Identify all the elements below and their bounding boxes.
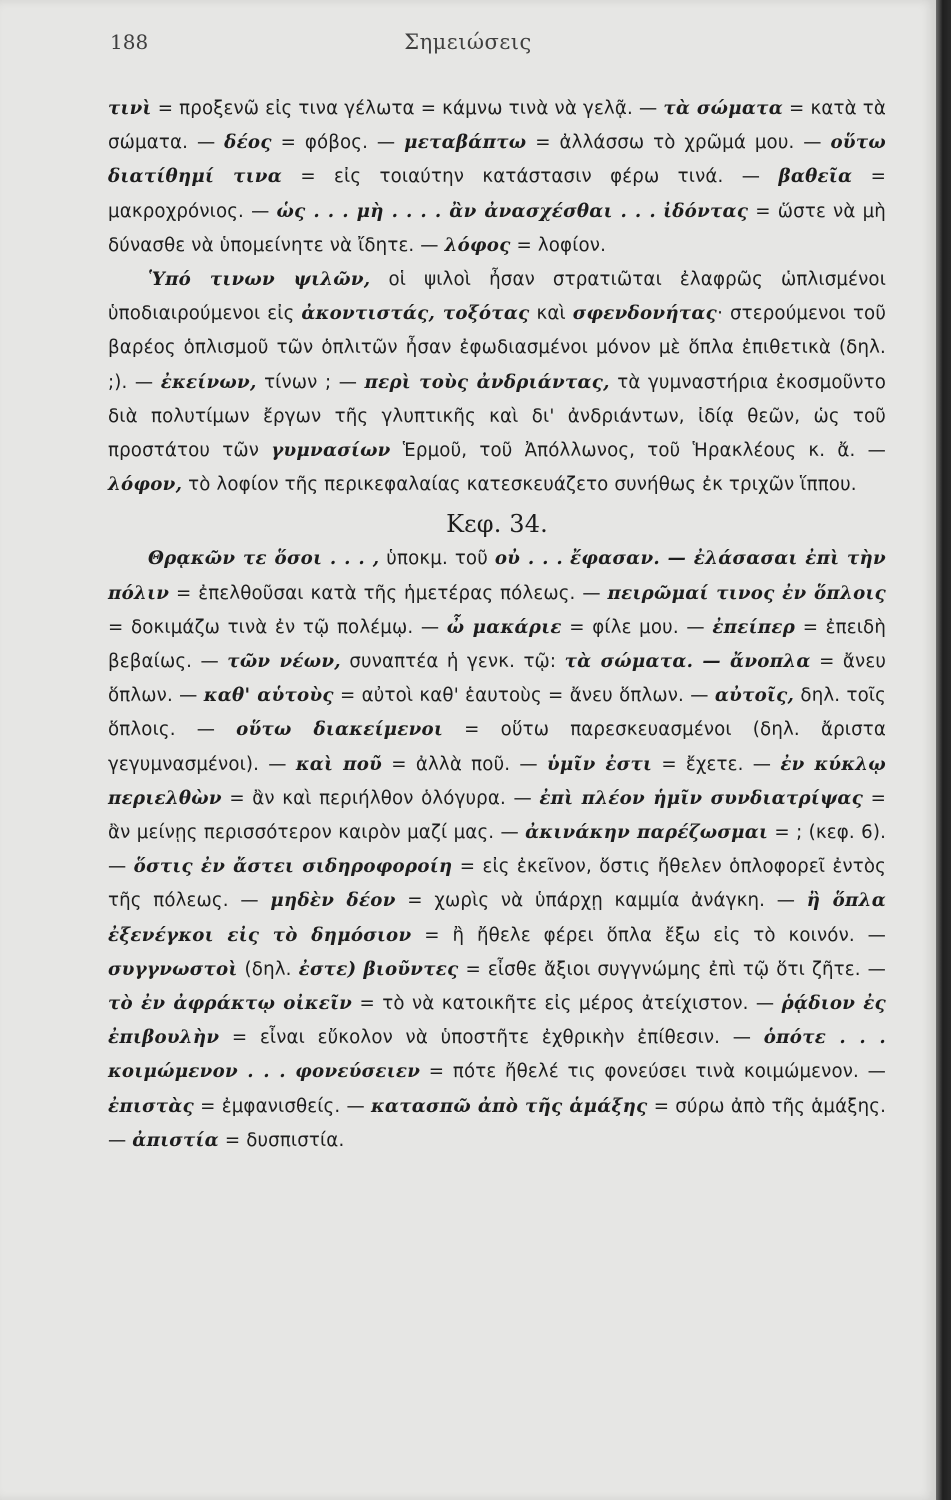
gloss-text: = πότε ἤθελέ τις φονεύσει τινὰ κοιμώμενον. — — [420, 1061, 886, 1083]
lemma-term: ἐστε) — [298, 958, 357, 980]
gloss-text: = ἐμφανισθείς. — — [194, 1095, 371, 1117]
gloss-text: = ἀλλὰ ποῦ. — — [382, 753, 547, 775]
gloss-text: καὶ — [529, 303, 573, 325]
gloss-text: = εἰς ἐκεῖνον, ὅστις ἤθελεν ὁπλοφορεῖ ἐντὸς τῆς πόλεως. — — [108, 856, 886, 912]
gloss-text: τὰ γυμναστήρια ἐκοσμοῦντο διὰ πολυτίμων ἔργων τῆς γλυπτικῆς καὶ δι' ἀνδριάντων, ἰδίᾳ θεῶν, ὡς τοῦ προστάτου τῶν — [108, 371, 886, 462]
lemma-term: πειρῶμαί τινος ἐν ὅπλοις — [607, 582, 886, 604]
gloss-text: = ἢ ἤθελε φέρει ὅπλα ἔξω εἰς τὸ κοινόν. — — [411, 924, 886, 946]
lemma-term: ἔφασαν. — ἐλάσασαι ἐπὶ τὴν πόλιν — [108, 548, 886, 604]
gloss-text: = ἀλλάσσω τὸ χρῶμά μου. — — [526, 132, 831, 154]
lemma-term: ἀκινάκην παρέζωσμαι — [525, 822, 769, 844]
lemma-term: σφενδονήτας — [572, 303, 718, 325]
gloss-text: = δυσπιστία. — [218, 1129, 345, 1151]
lemma-term: ἀκοντιστάς, τοξότας — [301, 303, 530, 325]
gloss-text: = φίλε μου. — — [561, 616, 713, 638]
lemma-term: ἐπιστὰς — [108, 1095, 194, 1117]
notes-paragraph — [108, 542, 886, 1158]
gloss-text: (δηλ. — [237, 958, 299, 980]
lemma-term: δέος — [224, 132, 272, 154]
page-number: 188 — [110, 30, 149, 54]
lemma-term: τὰ σώματα — [663, 98, 783, 119]
lemma-term: ἐπὶ πλέον ἡμῖν συνδιατρίψας — [539, 787, 864, 809]
gloss-text: οἱ ψιλοὶ ἦσαν στρατιῶται ἐλαφρῶς ὡπλισμένοι ὑποδιαιρούμενοι εἰς — [108, 269, 886, 325]
lemma-term: ὅστις ἐν ἄστει σιδηροφοροίη — [133, 856, 453, 878]
lemma-term: ἢ ὅπλα ἐξενέγκοι εἰς τὸ δημόσιον — [108, 890, 887, 946]
running-title: Σημειώσεις — [404, 30, 532, 54]
gloss-text: τίνων ; — — [256, 371, 365, 393]
page-edge-shadow — [936, 0, 951, 1500]
gloss-text: = ἐπελθοῦσαι κατὰ τῆς ἡμετέρας πόλεως. — — [169, 582, 608, 604]
lemma-term: αὐτοῖς, — [714, 685, 795, 707]
notes-paragraph — [108, 92, 886, 263]
lemma-term: ἐκείνων, — [160, 371, 257, 393]
gloss-text: = οὕτω παρεσκευασμένοι (δηλ. ἄριστα γεγυμνασμένοι). — — [108, 719, 886, 775]
notes-body — [108, 92, 886, 1158]
lemma-term: λόφος — [444, 234, 511, 256]
lemma-term: οὐ . . . — [494, 548, 564, 570]
gloss-text: = σύρω ἀπὸ τῆς ἁμάξης. — — [108, 1095, 887, 1151]
notes-paragraph — [108, 263, 886, 502]
lemma-term: λόφον, — [108, 474, 183, 496]
gloss-text: = τὸ νὰ κατοικῆτε εἰς μέρος ἀτείχιστον. — — [352, 993, 782, 1015]
gloss-text: τὸ λοφίον τῆς περικεφαλαίας κατεσκευάζετο συνήθως ἐκ τριχῶν ἵππου. — [182, 474, 857, 496]
lemma-term: γυμνασίων — [271, 440, 391, 462]
lemma-term: ἐν κύκλῳ περιελθὼν — [108, 753, 886, 809]
lemma-term: ὡς . . . μὴ . . . . ἂν ἀνασχέσθαι . . . — [276, 200, 656, 222]
lemma-term: τῶν νέων, — [227, 651, 341, 673]
lemma-term: περὶ τοὺς ἀνδριάντας, — [364, 371, 610, 393]
lemma-term: κατασπῶ ἀπὸ τῆς ἁμάξης — [370, 1095, 648, 1117]
lemma-term: μηδὲν δέον — [270, 890, 396, 912]
lemma-term: τὸ ἐν ἀφράκτῳ οἰκεῖν — [108, 993, 353, 1015]
gloss-text: = ἂν καὶ περιήλθον ὁλόγυρα. — — [221, 787, 540, 809]
gloss-text: = ὥστε νὰ μὴ δύνασθε νὰ ὑπομείνητε νὰ ἴδητε. — — [108, 200, 886, 256]
lemma-term: καὶ ποῦ — [295, 753, 383, 775]
gloss-text: = μακροχρόνιος. — — [108, 166, 887, 222]
lemma-term: ἰδόντας — [663, 200, 749, 222]
gloss-text: = εἰς τοιαύτην κατάστασιν φέρω τινά. — — [282, 166, 779, 188]
chapter-heading: Κεφ. 34. — [446, 510, 548, 539]
lemma-term: συγγνωστοὶ — [108, 958, 238, 980]
gloss-text: = κατὰ τὰ σώματα. — — [108, 98, 887, 154]
lemma-term: βαθεῖα — [778, 166, 853, 188]
gloss-text: = ἔχετε. — — [652, 753, 781, 775]
lemma-term: οὕτω διακείμενοι — [236, 719, 444, 741]
lemma-term: ὑμῖν ἐστι — [546, 753, 653, 775]
gloss-text: = δοκιμάζω τινὰ ἐν τῷ πολέμῳ. — — [108, 616, 447, 638]
gloss-text: = φόβος. — — [271, 132, 405, 154]
lemma-term: ἐπείπερ — [712, 616, 796, 638]
running-head — [0, 30, 936, 70]
lemma-term: βιοῦντες — [363, 958, 459, 980]
gloss-text: = ; (κεφ. 6). — — [108, 822, 887, 878]
gloss-text: = χωρὶς νὰ ὑπάρχῃ καμμία ἀνάγκη. — — [395, 890, 807, 912]
lemma-term: καθ' αὑτοὺς — [203, 685, 334, 707]
lemma-term: ὦ μακάριε — [446, 616, 562, 638]
gloss-text: = εἶναι εὔκολον νὰ ὑποστῆτε ἐχθρικὴν ἐπίθεσιν. — — [219, 1027, 764, 1049]
gloss-text — [563, 548, 570, 569]
lemma-term: ὁπότε . . . κοιμώμενον . . . φονεύσειεν — [108, 1027, 886, 1083]
lemma-term: Ὑπό τινων ψιλῶν, — [148, 269, 371, 291]
lemma-term: τὰ σώματα. — ἄνοπλα — [564, 651, 811, 673]
gloss-text: · στερούμενοι τοῦ βαρέος ὁπλισμοῦ τῶν ὁπλιτῶν ἦσαν ἐφωδιασμένοι μόνον μὲ ὅπλα ἐπιθετικὰ (δηλ. ;). — — [108, 303, 886, 393]
gloss-text: = ἐπειδὴ βεβαίως. — — [108, 616, 886, 673]
lemma-term: Θρᾳκῶν τε ὅσοι . . . , — [148, 548, 380, 570]
gloss-text: ὑποκμ. τοῦ — [379, 548, 495, 570]
lemma-term: οὕτω διατίθημί τινα — [108, 132, 887, 188]
lemma-term: ἀπιστία — [132, 1129, 219, 1151]
lemma-term: ῥᾴδιον ἐς ἐπιβουλὴν — [108, 993, 887, 1049]
gloss-text: Ἑρμοῦ, τοῦ Ἀπόλλωνος, τοῦ Ἡρακλέους κ. ἄ. — — [390, 440, 886, 462]
lemma-term: τινὶ — [108, 98, 152, 119]
gloss-text: δηλ. τοῖς ὅπλοις. — — [108, 685, 886, 741]
gloss-text: = λοφίον. — [510, 234, 607, 256]
gloss-text: = ἂν μείνῃς περισσότερον καιρὸν μαζί μας. — — [108, 787, 886, 844]
gloss-text: = ἄνευ ὅπλων. — — [108, 651, 887, 707]
gloss-text: συναπτέα ἡ γενκ. τῷ: — [340, 651, 565, 673]
gloss-text: = εἶσθε ἄξιοι συγγνώμης ἐπὶ τῷ ὅτι ζῆτε. — — [458, 958, 887, 980]
lemma-term: μεταβάπτω — [404, 132, 527, 154]
gloss-text: = αὐτοὶ καθ' ἑαυτοὺς = ἄνευ ὅπλων. — — [333, 685, 715, 707]
gloss-text: = προξενῶ εἰς τινα γέλωτα = κάμνω τινὰ νὰ γελᾷ. — — [151, 98, 664, 119]
